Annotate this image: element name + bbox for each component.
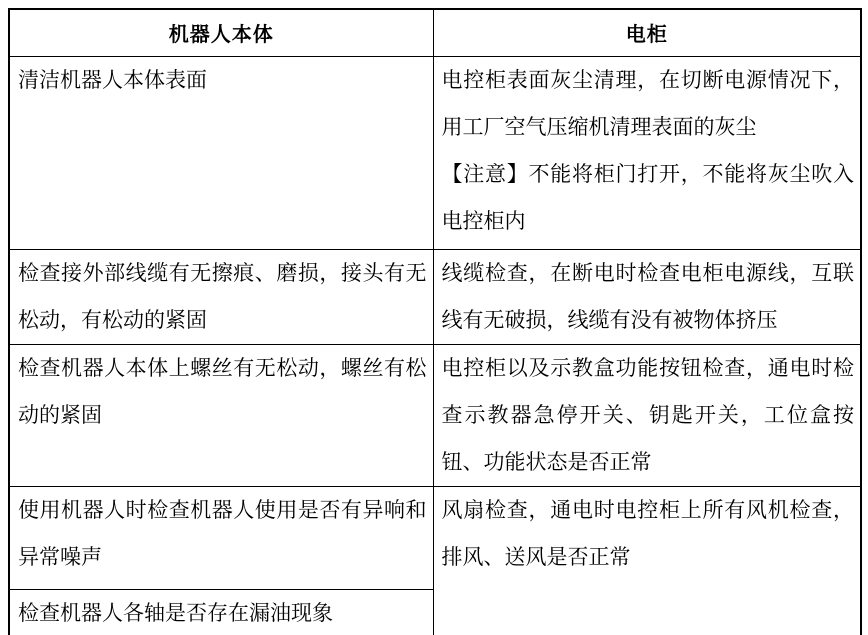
- cell-cabinet-row1: [433, 56, 861, 249]
- cell-paragraph: 检查接外部线缆有无擦痕、磨损，接头有无松动，有松动的紧固: [18, 260, 427, 332]
- cell-paragraph: 【注意】不能将柜门打开，不能将灰尘吹入电控柜内: [441, 161, 854, 233]
- cell-robot-body-row4: [9, 486, 433, 589]
- cell-paragraph: 检查机器人本体上螺丝有无松动，螺丝有松动的紧固: [18, 355, 427, 427]
- table-header-row: [9, 9, 861, 56]
- header-cabinet: 电柜: [433, 9, 861, 56]
- table-row: [9, 344, 861, 486]
- table-row: [9, 249, 861, 344]
- cell-robot-body-row2: [9, 249, 433, 344]
- cell-robot-body-row1: [9, 56, 433, 249]
- maintenance-table: [8, 8, 862, 635]
- cell-cabinet-row2: [433, 249, 861, 344]
- cell-paragraph: 电控柜以及示教盒功能按钮检查，通电时检查示教器急停开关、钥匙开关，工位盒按 钮、功能状态是否正常: [441, 355, 854, 474]
- cell-paragraph: 检查机器人各轴是否存在漏油现象: [18, 600, 333, 625]
- cell-cabinet-row4: [433, 486, 861, 635]
- header-robot-body: 机器人本体: [9, 9, 433, 56]
- cell-paragraph: 线缆检查，在断电时检查电柜电源线，互联线有无破损，线缆有没有被物体挤压: [441, 260, 854, 332]
- cell-robot-body-row5: [9, 589, 433, 635]
- cell-paragraph: 使用机器人时检查机器人使用是否有异响和异常噪声: [18, 497, 427, 569]
- cell-paragraph: 电控柜表面灰尘清理，在切断电源情况下，用工厂空气压缩机清理表面的灰尘: [441, 67, 854, 139]
- table-row: [9, 486, 861, 589]
- cell-paragraph: 风扇检查，通电时电控柜上所有风机检查，排风、送风是否正常: [441, 497, 854, 569]
- table-row: [9, 56, 861, 249]
- cell-paragraph: 清洁机器人本体表面: [18, 67, 207, 92]
- cell-robot-body-row3: [9, 344, 433, 486]
- cell-cabinet-row3: [433, 344, 861, 486]
